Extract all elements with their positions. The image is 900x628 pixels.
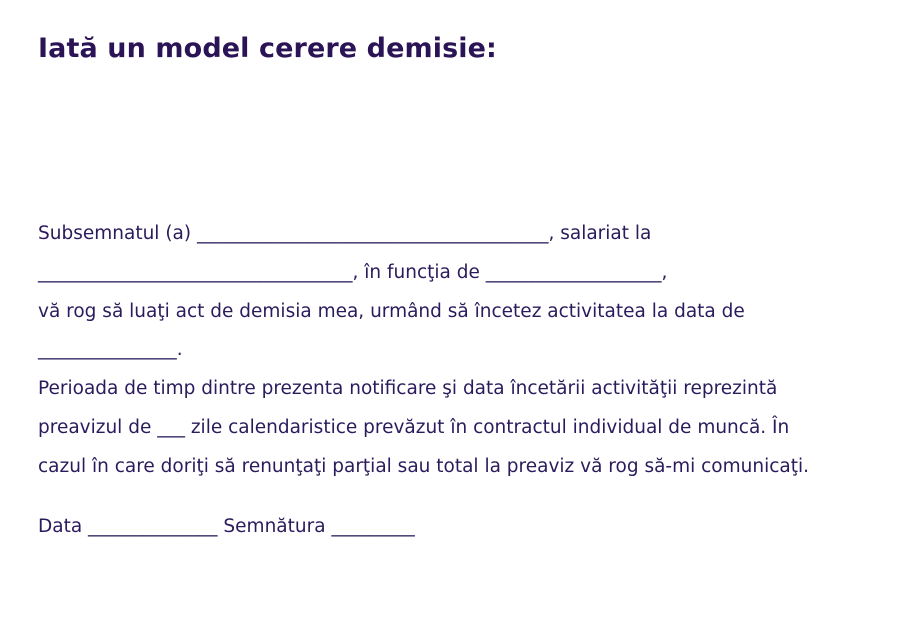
letter-line-functia: __________________________________, în funcţia de ___________________, (38, 261, 668, 283)
letter-line-subsemnatul: Subsemnatul (a) ______________________________________, salariat la (38, 223, 652, 244)
letter-body (38, 215, 809, 487)
signature-line: Data ______________ Semnătura _________ (38, 516, 415, 537)
letter-line-data: _______________. (38, 339, 183, 361)
letter-line-renuntare: cazul în care doriţi să renunţaţi parţial sau total la preaviz vă rog să-mi comunicaţi. (38, 455, 810, 477)
letter-line-demisie: vă rog să luaţi act de demisia mea, urmând să încetez activitatea la data de (38, 300, 745, 322)
page-title: Iată un model cerere demisie: (38, 33, 497, 64)
letter-line-perioada: Perioada de timp dintre prezenta notificare şi data încetării activităţii reprezintă (38, 378, 778, 400)
letter-line-preaviz: preavizul de ___ zile calendaristice prevăzut în contractul individual de muncă. În (38, 416, 790, 438)
